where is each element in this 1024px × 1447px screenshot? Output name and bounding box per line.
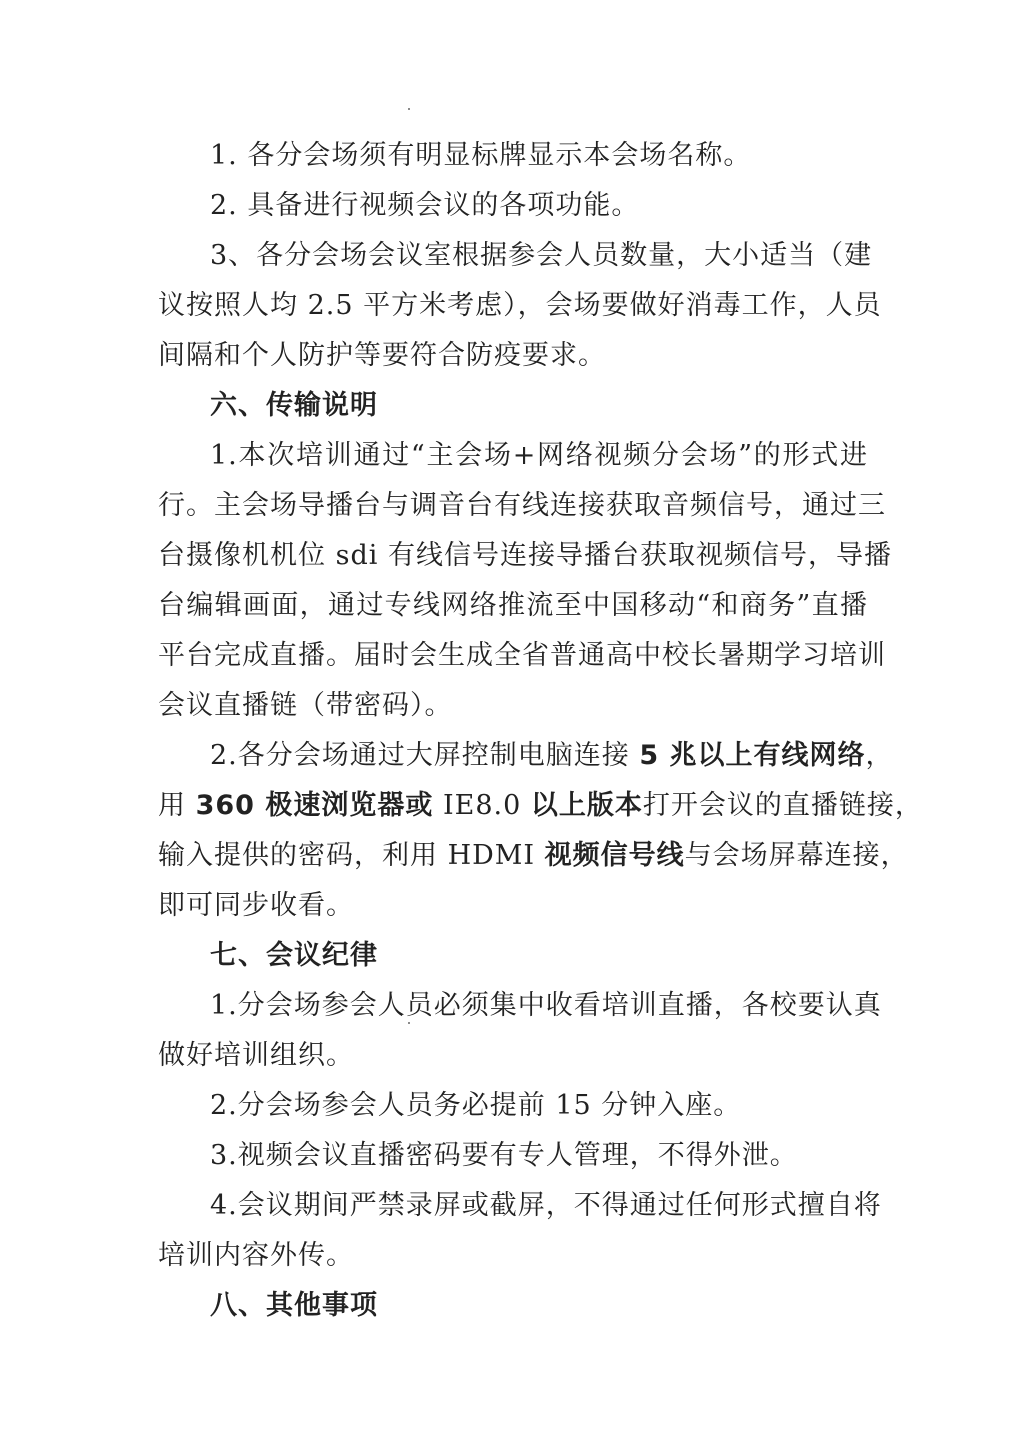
- paragraph-7-1-line2: 做好培训组织。: [158, 1040, 354, 1071]
- paragraph-6-1-line4: 台编辑画面，通过专线网络推流至中国移动“和商务”直播: [158, 590, 868, 621]
- bold-text-run: 360 极速浏览器或: [195, 790, 434, 821]
- paragraph-6-1-line6: 会议直播链（带密码）。: [158, 690, 453, 721]
- section-heading-8: 八、其他事项: [210, 1290, 378, 1321]
- paragraph-5-3-line3: 间隔和个人防护等要符合防疫要求。: [158, 340, 606, 371]
- bold-text-run: 以上版本: [530, 790, 643, 821]
- section-heading-6: 六、传输说明: [210, 390, 378, 421]
- paragraph-5-3-line1: 3、各分会场会议室根据参会人员数量，大小适当（建: [210, 240, 873, 271]
- paragraph-6-2-line2: [158, 783, 923, 829]
- paragraph-6-1-line3: 台摄像机机位 sdi 有线信号连接导播台获取视频信号，导播: [158, 540, 892, 571]
- text-run: IE8.0: [433, 790, 531, 821]
- paragraph-7-3: 3.视频会议直播密码要有专人管理，不得外泄。: [210, 1140, 798, 1171]
- paragraph-7-1-line1: 1.分会场参会人员必须集中收看培训直播，各校要认真: [210, 990, 882, 1021]
- paragraph-5-3-line2: 议按照人均 2.5 平方米考虑），会场要做好消毒工作，人员: [158, 290, 882, 321]
- paragraph-7-4-line1: 4.会议期间严禁录屏或截屏，不得通过任何形式擅自将: [210, 1190, 882, 1221]
- paragraph-6-2-line3: [158, 833, 909, 879]
- text-run: 2.各分会场通过大屏控制电脑连接: [210, 740, 640, 771]
- section-heading-7: 七、会议纪律: [210, 940, 378, 971]
- text-run: 用: [158, 790, 196, 821]
- bold-text-run: 5 兆以上有线网络: [639, 740, 866, 771]
- paragraph-6-2-line4: 即可同步收看。: [158, 890, 354, 921]
- paragraph-6-1-line2: 行。主会场导播台与调音台有线连接获取音频信号，通过三: [158, 490, 886, 521]
- text-run: ，: [865, 740, 894, 771]
- paragraph-6-2-line1: [210, 733, 894, 779]
- paragraph-5-1: 1. 各分会场须有明显标牌显示本会场名称。: [210, 140, 752, 171]
- paragraph-5-2: 2. 具备进行视频会议的各项功能。: [210, 190, 640, 221]
- scan-speck: [408, 108, 410, 110]
- text-run: 与会场屏幕连接，: [684, 840, 909, 871]
- paragraph-6-1-line1: 1.本次培训通过“主会场+网络视频分会场”的形式进: [210, 440, 868, 471]
- text-run: 输入提供的密码，利用 HDMI: [158, 840, 545, 871]
- paragraph-7-4-line2: 培训内容外传。: [158, 1240, 354, 1271]
- text-run: 打开会议的直播链接，: [642, 790, 923, 821]
- bold-text-run: 视频信号线: [544, 840, 685, 871]
- paragraph-6-1-line5: 平台完成直播。届时会生成全省普通高中校长暑期学习培训: [158, 640, 886, 671]
- paragraph-7-2: 2.分会场参会人员务必提前 15 分钟入座。: [210, 1090, 742, 1121]
